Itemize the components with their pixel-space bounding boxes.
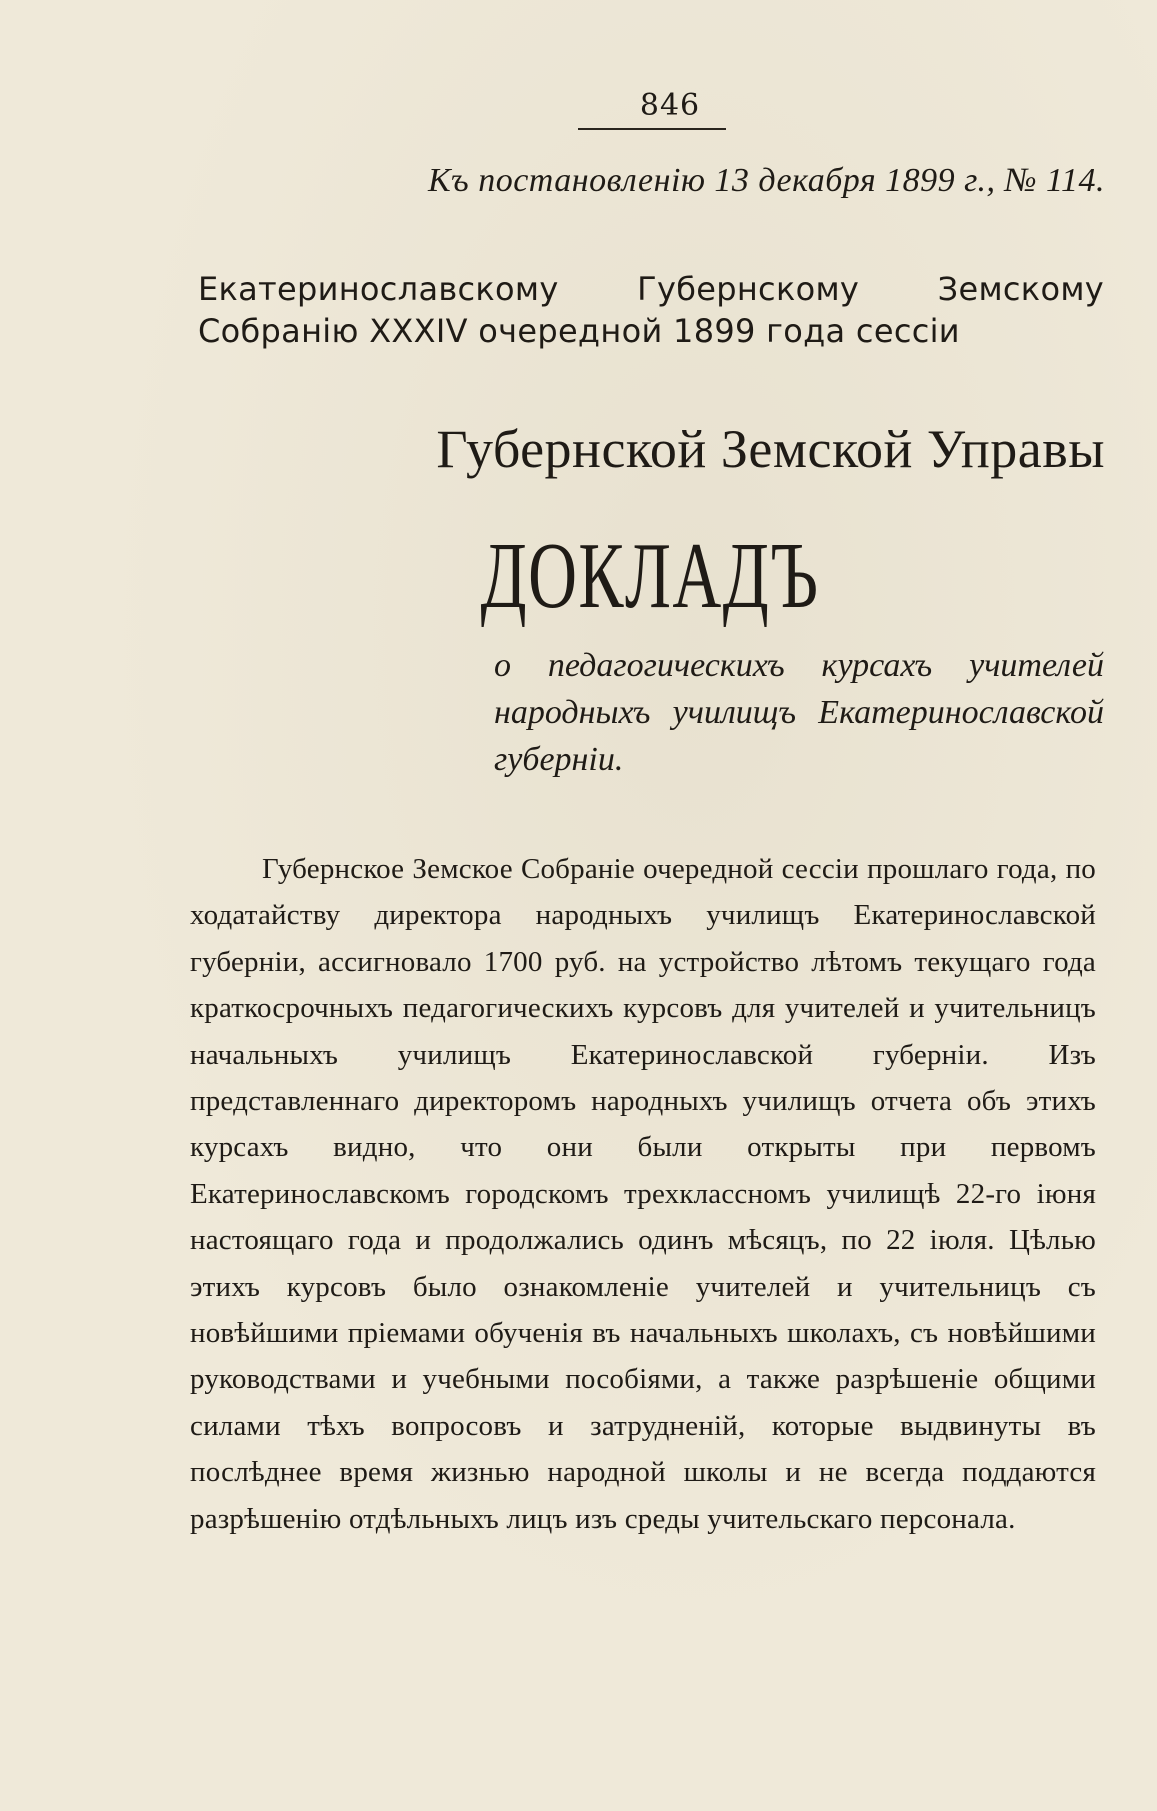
resolution-reference: Къ постановленію 13 декабря 1899 г., № 114.: [427, 162, 1105, 199]
report-subject: о педагогическихъ курсахъ учителей народныхъ училищъ Екатеринославской губерніи.: [494, 647, 1104, 778]
document-title: ДОКЛАДЪ: [480, 524, 820, 628]
issuer-heading: Губернской Земской Управы: [436, 419, 1105, 479]
body-paragraph: Губернское Земское Собраніе очередной сессіи прошлаго года, по ходатайству директора народныхъ училищъ Екатеринославской губерніи, ассигновало 1700 руб. на устройство лѣтомъ текущаго года краткосрочныхъ педагогическихъ курсовъ для учителей и учительницъ начальныхъ училищъ Екатеринославской губерніи. Изъ представленнаго директоромъ народныхъ училищъ отчета объ этихъ курсахъ видно, что они были открыты при первомъ Екатеринославскомъ городскомъ трехклассномъ училищѣ 22-го іюня настоящаго года и продолжались одинъ мѣсяцъ, по 22 іюля. Цѣлью этихъ курсовъ было ознакомленіе учителей и учительницъ съ новѣйшими пріемами обученія въ начальныхъ школахъ, съ новѣйшими руководствами и учебными пособіями, а также разрѣшеніе общими силами тѣхъ вопросовъ и затрудненій, которые выдвинуты въ послѣднее время жизнью народной школы и не всегда поддаются разрѣшенію отдѣльныхъ лицъ изъ среды учительскаго персонала.: [190, 853, 1096, 1535]
addressee-line-2: Собранію XXXIV очередной 1899 года сессіи: [198, 312, 960, 351]
addressee-block: [198, 268, 1104, 352]
page-number: 846: [639, 88, 701, 123]
page-number-rule: [578, 128, 726, 130]
addressee-line-1: Екатеринославскому Губернскому Земскому: [198, 270, 1104, 308]
